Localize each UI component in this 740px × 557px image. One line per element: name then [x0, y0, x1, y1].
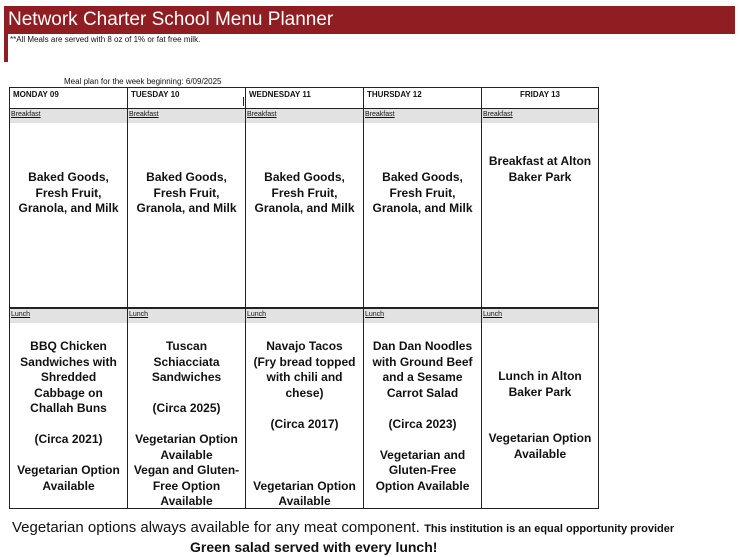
day-column-tuesday: [127, 88, 245, 508]
menu-line: Available: [160, 494, 213, 508]
menu-line: Fresh Fruit,: [153, 185, 220, 200]
menu-line: Vegetarian Option: [488, 431, 592, 445]
menu-line: Vegetarian Option: [253, 478, 356, 493]
menu-line: Granola, and Milk: [372, 201, 473, 215]
menu-line: Vegetarian Option: [17, 463, 120, 477]
day-header: THURSDAY 12: [364, 88, 481, 109]
lunch-menu: [246, 339, 363, 510]
equal-opportunity-note: This institution is an equal opportunity provider: [424, 523, 675, 535]
menu-line: Baked Goods,: [28, 170, 109, 184]
breakfast-menu: [482, 154, 598, 185]
breakfast-label: Breakfast: [482, 109, 598, 123]
breakfast-label: Breakfast: [364, 109, 481, 123]
week-label: [64, 77, 221, 86]
menu-line: Fresh Fruit,: [271, 185, 338, 200]
menu-line: [484, 416, 596, 432]
menu-line: Baker Park: [508, 384, 572, 399]
menu-line: Breakfast at Alton: [488, 154, 592, 168]
menu-line: Fresh Fruit,: [35, 185, 102, 200]
menu-line: [484, 400, 596, 416]
day-header: FRIDAY 13: [482, 88, 598, 109]
menu-line: Carrot Salad: [386, 385, 459, 400]
menu-line: Vegetarian and: [379, 447, 466, 462]
footer-note: [12, 519, 740, 537]
salad-note: Green salad served with every lunch!: [190, 539, 438, 555]
menu-line: Lunch in Alton: [498, 369, 582, 383]
menu-line: (Circa 2025): [152, 401, 221, 415]
menu-line: [130, 417, 243, 433]
header-tick-mark: [243, 97, 244, 106]
breakfast-label: Breakfast: [128, 109, 245, 123]
menu-line: chese): [285, 385, 324, 400]
breakfast-menu: [364, 170, 481, 217]
breakfast-menu: [10, 170, 127, 217]
day-column-monday: [10, 88, 127, 508]
menu-line: Sandwiches: [151, 370, 222, 384]
menu-line: [12, 448, 125, 464]
lunch-label: Lunch: [10, 309, 127, 323]
page-title: Network Charter School Menu Planner: [4, 6, 735, 34]
menu-line: [130, 386, 243, 402]
menu-line: [366, 401, 479, 417]
menu-line: Navajo Tacos: [266, 339, 343, 353]
menu-line: with Ground Beef: [372, 354, 473, 369]
breakfast-label: Breakfast: [246, 109, 363, 123]
header-accent-bar: [4, 34, 8, 62]
menu-line: Baked Goods,: [264, 170, 345, 184]
menu-line: Tuscan: [165, 339, 208, 353]
lunch-label: Lunch: [128, 309, 245, 323]
day-header: MONDAY 09: [10, 88, 127, 109]
menu-line: Available: [42, 478, 95, 493]
day-column-thursday: [363, 88, 481, 508]
week-date: 6/09/2025: [185, 77, 222, 86]
milk-note: **All Meals are served with 8 oz of 1% or fat free milk.: [10, 35, 201, 44]
menu-line: (Circa 2021): [34, 432, 103, 446]
menu-line: Gluten-Free: [388, 463, 457, 477]
menu-line: Granola, and Milk: [254, 201, 355, 215]
breakfast-label: Breakfast: [10, 109, 127, 123]
menu-line: Available: [160, 447, 213, 462]
menu-line: [248, 448, 361, 464]
menu-line: Available: [513, 446, 567, 461]
lunch-menu: [364, 339, 481, 494]
menu-line: Fresh Fruit,: [389, 185, 456, 200]
day-header: TUESDAY 10: [128, 88, 245, 109]
menu-line: Free Option: [152, 478, 221, 493]
menu-line: [248, 463, 361, 479]
menu-line: with chili and: [266, 370, 343, 384]
menu-line: [248, 432, 361, 448]
menu-line: Schiacciata: [153, 354, 220, 369]
menu-line: Cabbage on: [34, 385, 103, 400]
menu-line: and a Sesame: [382, 370, 463, 384]
lunch-menu: [128, 339, 245, 510]
menu-line: Granola, and Milk: [136, 201, 237, 215]
menu-line: Sandwiches with: [20, 354, 117, 369]
lunch-menu: [10, 339, 127, 494]
day-column-wednesday: [245, 88, 363, 508]
lunch-label: Lunch: [482, 309, 598, 323]
lunch-menu: [482, 369, 598, 462]
menu-line: Available: [278, 494, 331, 508]
menu-line: BBQ Chicken: [30, 339, 107, 353]
day-header: WEDNESDAY 11: [246, 88, 363, 109]
day-column-friday: [481, 88, 598, 508]
lunch-label: Lunch: [246, 309, 363, 323]
menu-line: Challah Buns: [30, 401, 107, 415]
breakfast-menu: [128, 170, 245, 217]
menu-line: Shredded: [40, 370, 97, 384]
menu-line: [248, 401, 361, 417]
menu-line: Baked Goods,: [382, 170, 463, 184]
menu-line: Baked Goods,: [146, 170, 227, 184]
menu-table: [9, 87, 599, 509]
lunch-label: Lunch: [364, 309, 481, 323]
menu-line: Dan Dan Noodles: [372, 339, 473, 353]
menu-line: [12, 417, 125, 433]
vegetarian-note: Vegetarian options always available for any meat component.: [12, 519, 420, 536]
menu-line: (Fry bread topped: [253, 354, 356, 369]
menu-line: (Circa 2023): [388, 416, 457, 431]
breakfast-menu: [246, 170, 363, 217]
menu-line: Baker Park: [508, 169, 572, 184]
week-label-text: Meal plan for the week beginning:: [64, 77, 184, 86]
menu-line: (Circa 2017): [270, 416, 339, 431]
menu-line: Granola, and Milk: [18, 201, 119, 215]
menu-line: Vegan and Gluten-: [133, 463, 240, 477]
menu-line: [366, 432, 479, 448]
menu-line: Option Available: [375, 478, 470, 493]
menu-line: Vegetarian Option: [135, 432, 238, 446]
